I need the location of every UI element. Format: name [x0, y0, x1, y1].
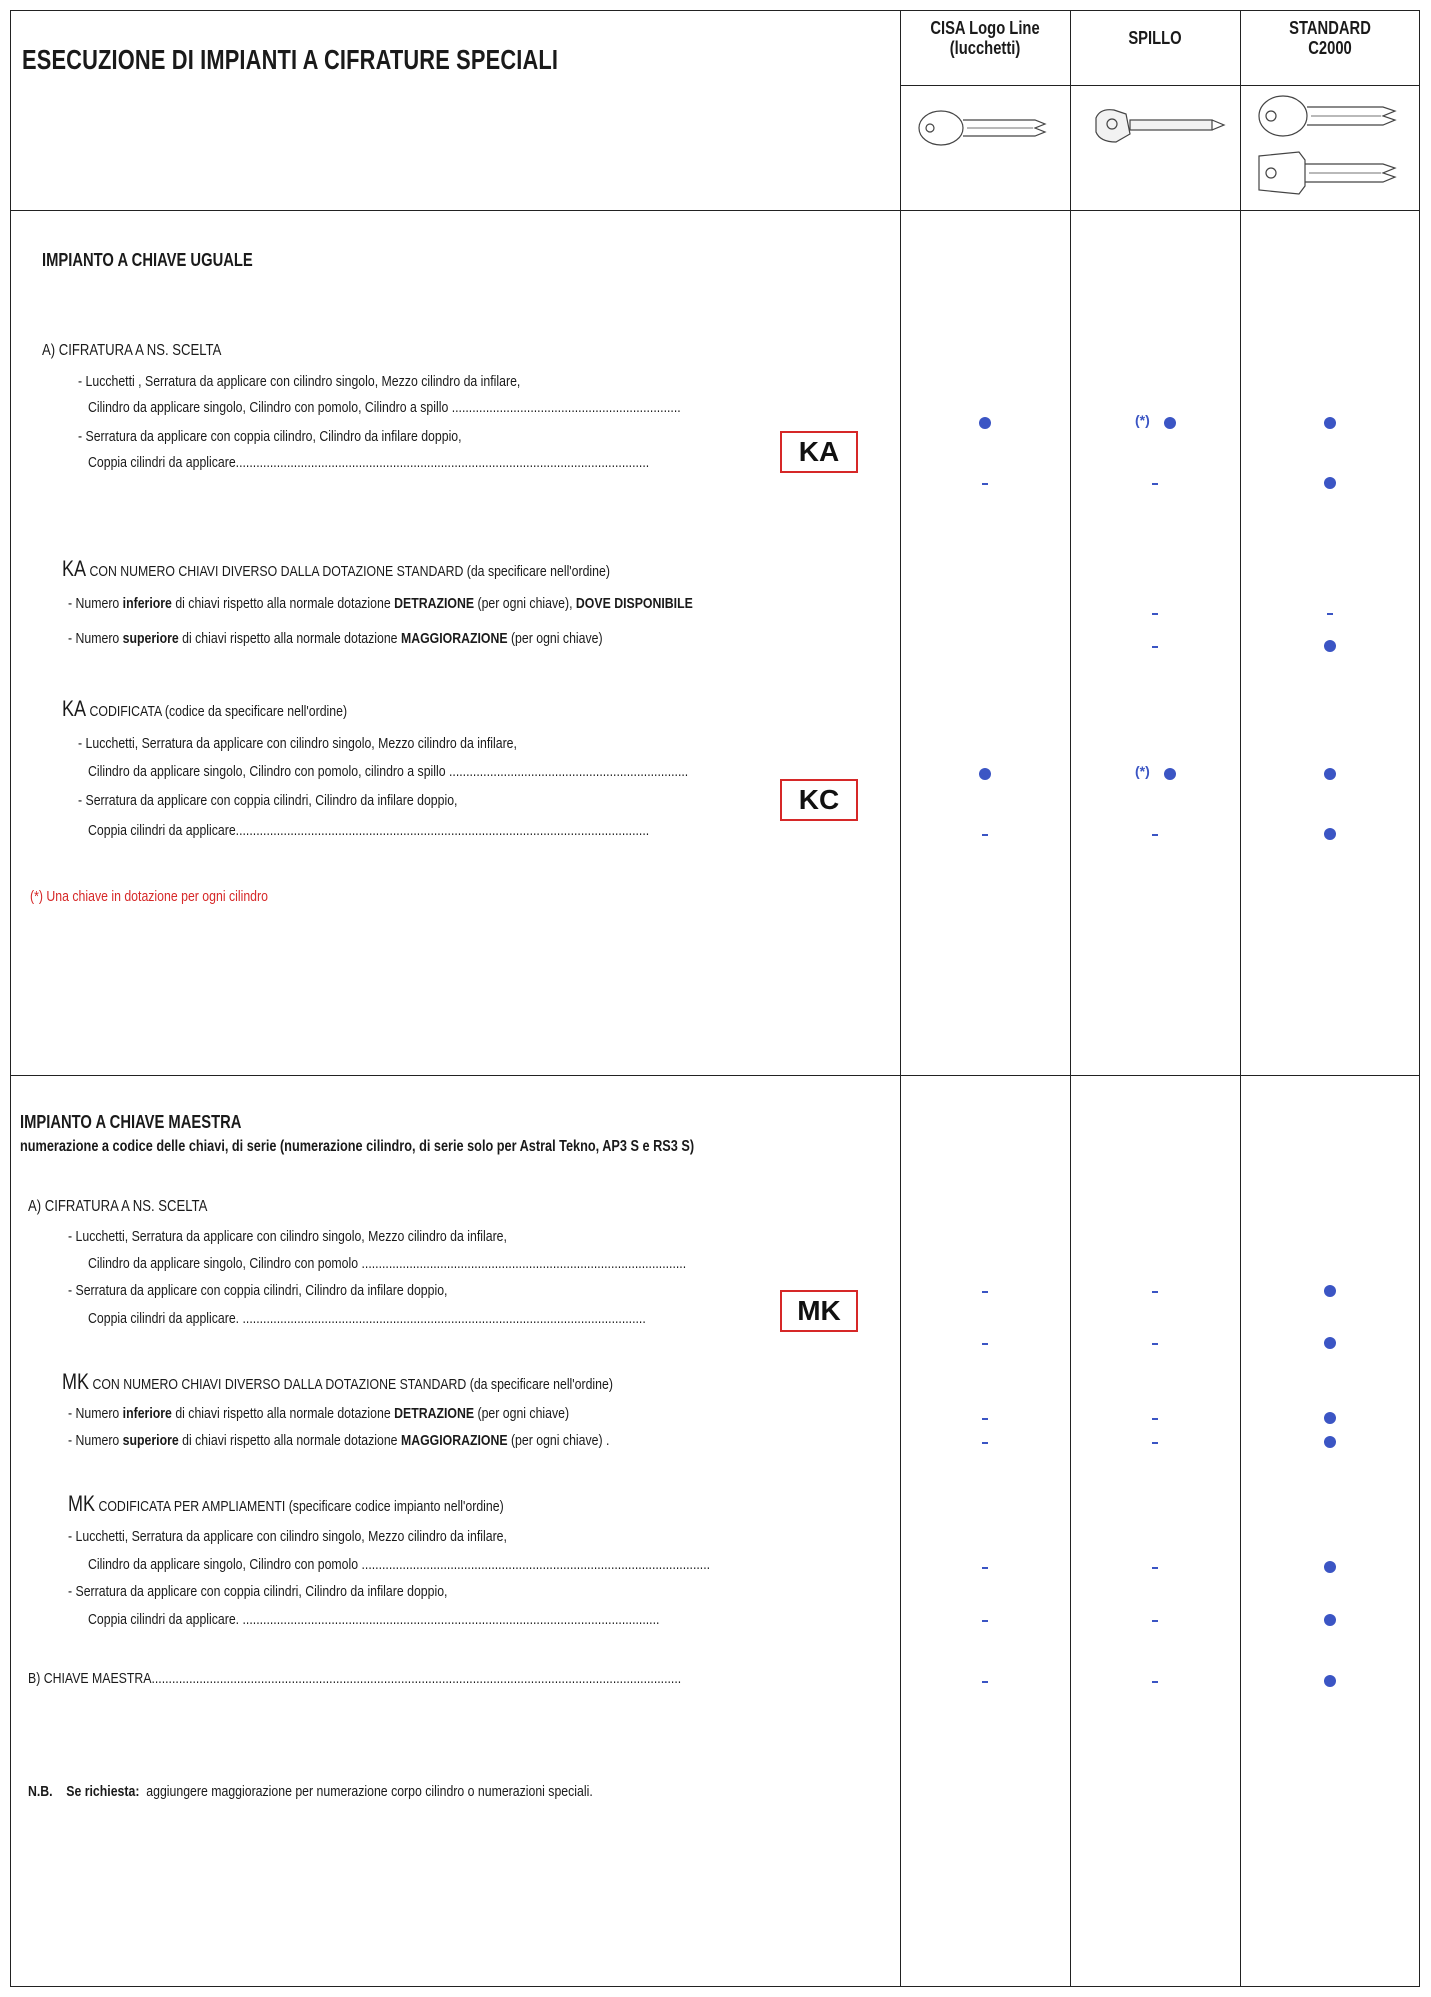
not-available-dash — [1152, 1343, 1158, 1345]
availability-dot — [1324, 1675, 1336, 1687]
not-available-dash — [1152, 1442, 1158, 1444]
header-divider — [900, 85, 1420, 86]
section-subheading: numerazione a codice delle chiavi, di serie (numerazione cilindro, di serie solo per Astral Tekno, AP3 S e RS3 S) — [20, 1138, 695, 1155]
availability-dot — [1324, 1337, 1336, 1349]
item-line: Cilindro da applicare singolo, Cilindro con pomolo, cilindro a spillo ...................................................................... — [88, 763, 689, 780]
not-available-dash — [982, 834, 988, 836]
item-line: Cilindro da applicare singolo, Cilindro con pomolo, Cilindro a spillo ................................................................... — [88, 399, 681, 416]
not-available-dash — [982, 483, 988, 485]
column-divider — [1070, 10, 1071, 1987]
availability-dot — [1324, 1412, 1336, 1424]
item-line: - Lucchetti, Serratura da applicare con cilindro singolo, Mezzo cilindro da infilare, — [78, 735, 517, 752]
badge-mk: MK — [780, 1290, 858, 1332]
item-line: Coppia cilindri da applicare......................................................................................................................... — [88, 822, 650, 839]
availability-dot — [1324, 1614, 1336, 1626]
badge-kc: KC — [780, 779, 858, 821]
not-available-dash — [1152, 613, 1158, 615]
not-available-dash — [1152, 1567, 1158, 1569]
column-header-cisa: CISA Logo Line (lucchetti) — [930, 18, 1040, 58]
column-divider — [900, 10, 901, 1987]
not-available-dash — [1152, 483, 1158, 485]
item-line: - Numero inferiore di chiavi rispetto alla normale dotazione DETRAZIONE (per ogni chiave), DOVE DISPONIBILE — [68, 595, 693, 612]
not-available-dash — [982, 1343, 988, 1345]
item-line: - Lucchetti, Serratura da applicare con cilindro singolo, Mezzo cilindro da infilare, — [68, 1528, 507, 1545]
footnote-marker: (*) — [1135, 763, 1150, 779]
not-available-dash — [1152, 1291, 1158, 1293]
nb-note: N.B. Se richiesta: aggiungere maggiorazione per numerazione corpo cilindro o numerazioni speciali. — [28, 1783, 593, 1800]
not-available-dash — [1327, 613, 1333, 615]
subsection-label: A) CIFRATURA A NS. SCELTA — [28, 1198, 208, 1215]
availability-dot — [1324, 477, 1336, 489]
availability-dot — [1324, 1436, 1336, 1448]
key-icon — [915, 108, 1055, 148]
item-line: - Lucchetti , Serratura da applicare con cilindro singolo, Mezzo cilindro da infilare, — [78, 373, 521, 390]
not-available-dash — [982, 1567, 988, 1569]
item-line: - Serratura da applicare con coppia cilindri, Cilindro da infilare doppio, — [78, 792, 458, 809]
not-available-dash — [1152, 834, 1158, 836]
item-line: - Lucchetti, Serratura da applicare con cilindro singolo, Mezzo cilindro da infilare, — [68, 1228, 507, 1245]
availability-dot — [979, 417, 991, 429]
not-available-dash — [1152, 1620, 1158, 1622]
section-heading-chiave-maestra: IMPIANTO A CHIAVE MAESTRA — [20, 1112, 242, 1132]
not-available-dash — [1152, 1681, 1158, 1683]
availability-dot — [1324, 640, 1336, 652]
not-available-dash — [1152, 646, 1158, 648]
table-frame — [10, 10, 1420, 1987]
subsection-label: A) CIFRATURA A NS. SCELTA — [42, 342, 222, 359]
not-available-dash — [982, 1681, 988, 1683]
availability-dot — [1164, 768, 1176, 780]
section-heading-chiave-uguale: IMPIANTO A CHIAVE UGUALE — [42, 250, 253, 270]
mk-codificata-title: MK CODIFICATA PER AMPLIAMENTI (specificare codice impianto nell'ordine) — [68, 1491, 504, 1516]
availability-dot — [979, 768, 991, 780]
item-line: Coppia cilindri da applicare. .......................................................................................................................... — [88, 1611, 660, 1628]
kc-title: KA CODIFICATA (codice da specificare nell'ordine) — [62, 696, 348, 721]
item-line: Coppia cilindri da applicare......................................................................................................................... — [88, 454, 650, 471]
badge-ka: KA — [780, 431, 858, 473]
item-line: Cilindro da applicare singolo, Cilindro con pomolo ...................................................................................................... — [88, 1556, 711, 1573]
item-line: Coppia cilindri da applicare. ...................................................................................................................... — [88, 1310, 646, 1327]
item-line: - Numero inferiore di chiavi rispetto alla normale dotazione DETRAZIONE (per ogni chiave) — [68, 1405, 570, 1422]
ka-number-title: KA CON NUMERO CHIAVI DIVERSO DALLA DOTAZIONE STANDARD (da specificare nell'ordine) — [62, 556, 610, 581]
footnote-marker: (*) — [1135, 412, 1150, 428]
availability-dot — [1324, 768, 1336, 780]
column-header-standard: STANDARD C2000 — [1289, 18, 1371, 58]
availability-dot — [1324, 417, 1336, 429]
master-key-line: B) CHIAVE MAESTRA........................................................................................................................................................... — [28, 1670, 682, 1687]
item-line: Cilindro da applicare singolo, Cilindro con pomolo ............................................................................................... — [88, 1255, 687, 1272]
item-line: - Serratura da applicare con coppia cilindro, Cilindro da infilare doppio, — [78, 428, 462, 445]
not-available-dash — [982, 1442, 988, 1444]
availability-dot — [1324, 828, 1336, 840]
page-title: ESECUZIONE DI IMPIANTI A CIFRATURE SPECIALI — [22, 44, 559, 75]
not-available-dash — [982, 1291, 988, 1293]
not-available-dash — [982, 1620, 988, 1622]
key-pair-icon — [1255, 92, 1405, 202]
item-line: - Numero superiore di chiavi rispetto alla normale dotazione MAGGIORAZIONE (per ogni chiave) . — [68, 1432, 610, 1449]
availability-dot — [1324, 1285, 1336, 1297]
item-line: - Serratura da applicare con coppia cilindri, Cilindro da infilare doppio, — [68, 1583, 448, 1600]
row-divider — [10, 210, 1420, 211]
availability-dot — [1324, 1561, 1336, 1573]
column-header-spillo: SPILLO — [1128, 28, 1182, 48]
availability-dot — [1164, 417, 1176, 429]
item-line: - Serratura da applicare con coppia cilindri, Cilindro da infilare doppio, — [68, 1282, 448, 1299]
not-available-dash — [982, 1418, 988, 1420]
not-available-dash — [1152, 1418, 1158, 1420]
footnote: (*) Una chiave in dotazione per ogni cilindro — [30, 888, 268, 905]
dimple-key-icon — [1090, 104, 1230, 148]
row-divider — [10, 1075, 1420, 1076]
column-divider — [1240, 10, 1241, 1987]
item-line: - Numero superiore di chiavi rispetto alla normale dotazione MAGGIORAZIONE (per ogni chiave) — [68, 630, 603, 647]
mk-number-title: MK CON NUMERO CHIAVI DIVERSO DALLA DOTAZIONE STANDARD (da specificare nell'ordine) — [62, 1369, 613, 1394]
